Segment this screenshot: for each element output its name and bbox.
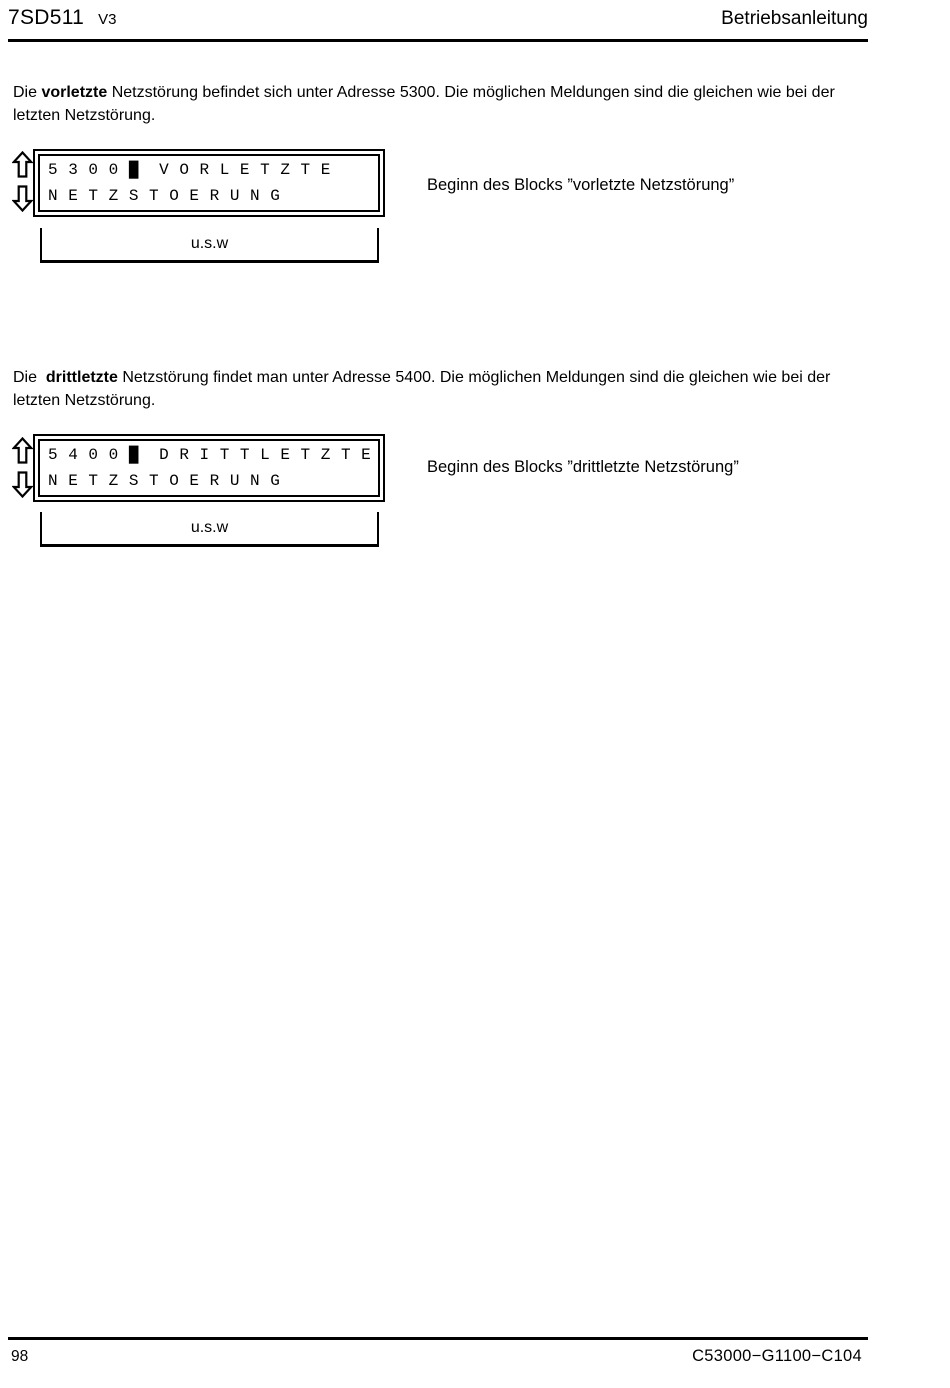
lcd-line-2: N E T Z S T O E R U N G (48, 472, 281, 490)
scroll-up-icon (12, 437, 33, 469)
scroll-down-icon (12, 185, 33, 217)
lcd-line-1: 5 3 0 0 █ V O R L E T Z T E (48, 161, 331, 179)
page-footer (8, 1347, 862, 1366)
paragraph-vorletzte (13, 81, 881, 127)
lcd-line-1: 5 4 0 0 █ D R I T T L E T Z T E (48, 446, 372, 464)
lcd-display-5300 (33, 149, 385, 217)
lcd-display-inner (38, 439, 380, 497)
scroll-arrows (11, 437, 33, 503)
paragraph-text: Netzstörung befindet sich unter Adresse 5300. Die möglichen Meldungen sind die gleichen wie bei der letzten Netzstörung. (13, 84, 840, 124)
device-version: V3 (98, 11, 117, 28)
scroll-arrows (11, 151, 33, 217)
etc-bracket: u.s.w (40, 512, 379, 547)
lcd-display-inner (38, 154, 380, 212)
device-model: 7SD511 (8, 6, 85, 29)
document-title: Betriebsanleitung (721, 8, 868, 29)
keyword-bold: drittletzte (45, 369, 118, 386)
paragraph-drittletzte (13, 366, 881, 412)
paragraph-text: Die (13, 369, 46, 386)
block-caption-drittletzte: Beginn des Blocks ”drittletzte Netzstörung” (427, 458, 739, 476)
document-number: C53000−G1100−C104 (692, 1347, 862, 1365)
keyword-bold: vorletzte (41, 84, 108, 101)
page-number: 98 (11, 1348, 29, 1365)
page-header (8, 6, 868, 30)
block-caption-vorletzte: Beginn des Blocks ”vorletzte Netzstörung” (427, 176, 735, 194)
scroll-down-icon (12, 471, 33, 503)
lcd-line-2: N E T Z S T O E R U N G (48, 187, 281, 205)
etc-bracket: u.s.w (40, 228, 379, 263)
paragraph-text: Die (13, 84, 42, 101)
footer-rule (8, 1337, 868, 1340)
header-rule (8, 39, 868, 42)
lcd-display-5400 (33, 434, 385, 502)
paragraph-text: Netzstörung findet man unter Adresse 5400. Die möglichen Meldungen sind die gleichen wie bei der letzten Netzstörung. (13, 369, 835, 409)
scroll-up-icon (12, 151, 33, 183)
